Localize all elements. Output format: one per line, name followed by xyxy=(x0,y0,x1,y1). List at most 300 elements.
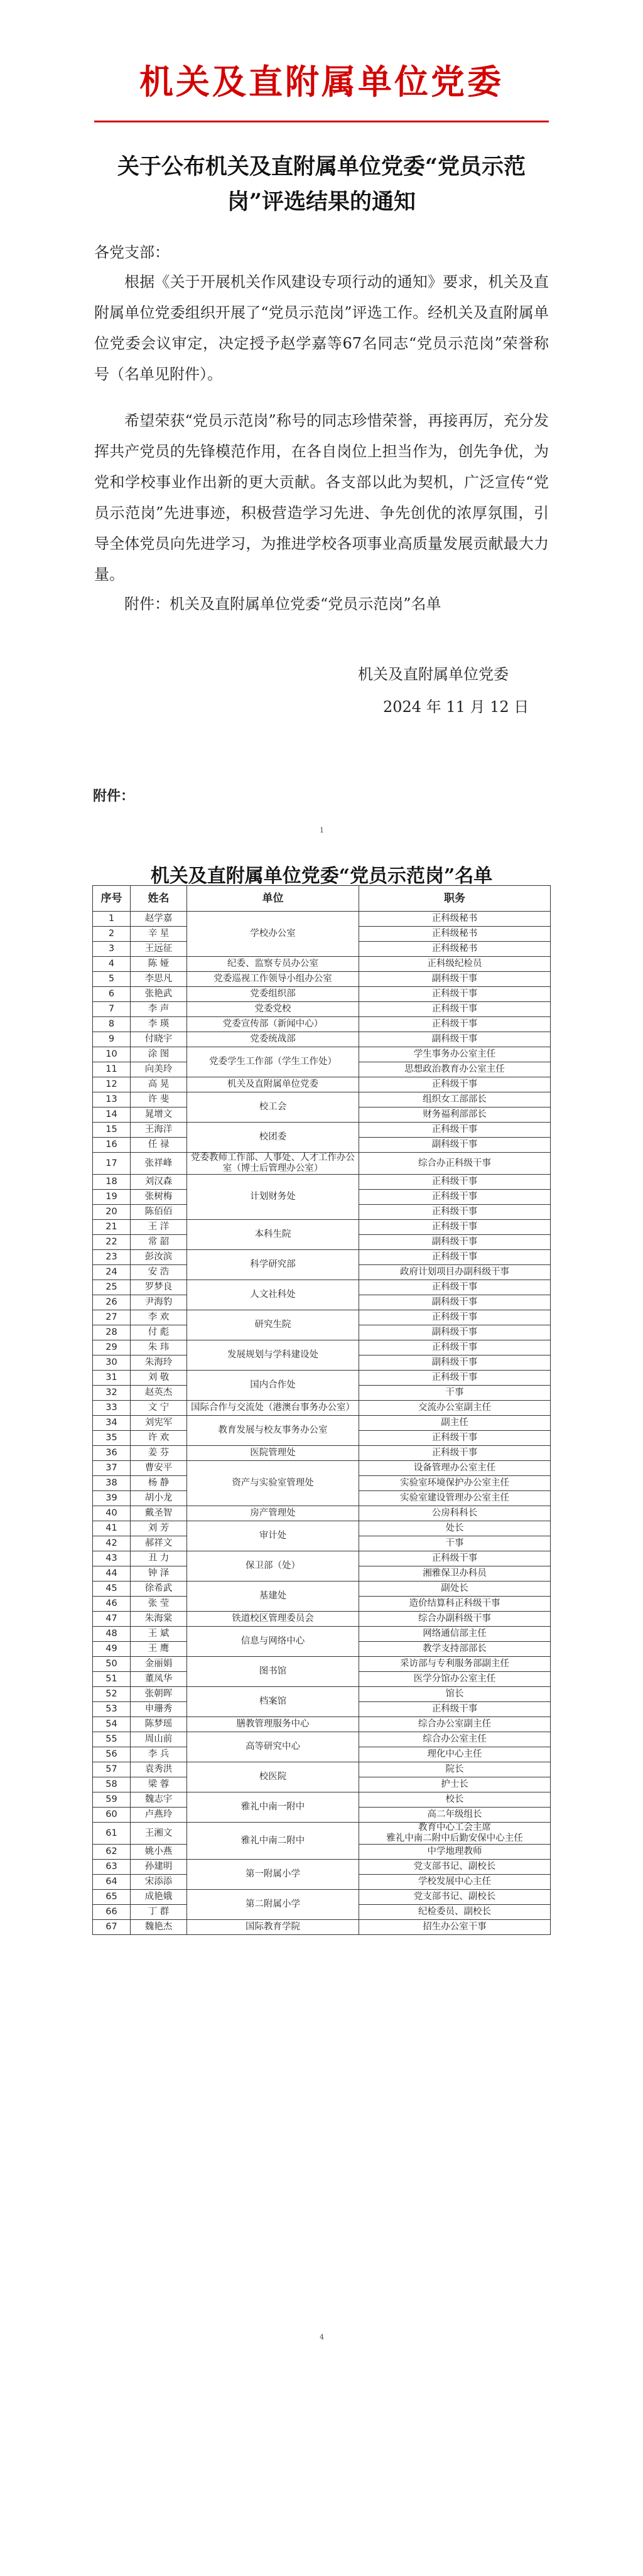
cell-name: 王 斌 xyxy=(131,1627,187,1642)
cell-name: 戴圣智 xyxy=(131,1506,187,1521)
cell-index: 49 xyxy=(93,1642,131,1657)
table-row xyxy=(93,912,551,927)
cell-name: 罗梦良 xyxy=(131,1280,187,1295)
cell-position: 副主任 xyxy=(359,1416,551,1431)
cell-position: 正科级干事 xyxy=(359,1446,551,1461)
cell-index: 24 xyxy=(93,1265,131,1280)
table-row xyxy=(93,1627,551,1642)
cell-index: 47 xyxy=(93,1612,131,1627)
cell-index: 64 xyxy=(93,1875,131,1890)
cell-position: 教育中心工会主席 雅礼中南二附中后勤安保中心主任 xyxy=(359,1823,551,1845)
table-row xyxy=(93,1123,551,1138)
cell-unit: 研究生院 xyxy=(187,1310,359,1340)
cell-position: 造价结算科正科级干事 xyxy=(359,1597,551,1612)
cell-position: 学生事务办公室主任 xyxy=(359,1047,551,1062)
cell-name: 许 欢 xyxy=(131,1431,187,1446)
cell-index: 51 xyxy=(93,1672,131,1687)
cell-name: 王远征 xyxy=(131,942,187,957)
table-row xyxy=(93,1401,551,1416)
salutation: 各党支部： xyxy=(94,244,170,261)
cell-position: 综合办公室副主任 xyxy=(359,1717,551,1732)
cell-unit: 基建处 xyxy=(187,1582,359,1612)
attachment-list-title: 机关及直附属单位党委“党员示范岗”名单 xyxy=(150,865,493,887)
cell-name: 向美玲 xyxy=(131,1062,187,1077)
cell-name: 袁秀洪 xyxy=(131,1762,187,1777)
cell-name: 王湘文 xyxy=(131,1823,187,1845)
cell-name: 李思凡 xyxy=(131,972,187,987)
cell-name: 刘宪军 xyxy=(131,1416,187,1431)
cell-position: 护士长 xyxy=(359,1777,551,1792)
cell-position: 设备管理办公室主任 xyxy=(359,1461,551,1476)
cell-index: 20 xyxy=(93,1205,131,1220)
cell-position: 公房科科长 xyxy=(359,1506,551,1521)
cell-position: 组织女工部部长 xyxy=(359,1092,551,1107)
table-row xyxy=(93,1250,551,1265)
cell-position: 党支部书记、副校长 xyxy=(359,1890,551,1905)
table-row xyxy=(93,1371,551,1386)
cell-name: 丁 群 xyxy=(131,1905,187,1920)
cell-position: 馆长 xyxy=(359,1687,551,1702)
cell-index: 65 xyxy=(93,1890,131,1905)
cell-index: 59 xyxy=(93,1792,131,1808)
cell-index: 62 xyxy=(93,1845,131,1860)
cell-index: 43 xyxy=(93,1551,131,1566)
cell-index: 28 xyxy=(93,1325,131,1340)
column-header-name: 姓名 xyxy=(131,886,187,912)
cell-position: 副科级干事 xyxy=(359,1032,551,1047)
cell-name: 尹海豹 xyxy=(131,1295,187,1310)
table-row xyxy=(93,1551,551,1566)
cell-name: 任 禄 xyxy=(131,1138,187,1153)
cell-index: 6 xyxy=(93,987,131,1002)
cell-name: 申珊秀 xyxy=(131,1702,187,1717)
cell-unit: 铁道校区管理委员会 xyxy=(187,1612,359,1627)
cell-name: 赵学嘉 xyxy=(131,912,187,927)
cell-position: 正科级干事 xyxy=(359,1220,551,1235)
cell-name: 陈 娅 xyxy=(131,957,187,972)
cell-position: 校长 xyxy=(359,1792,551,1808)
table-row xyxy=(93,1823,551,1845)
page-number-2: 4 xyxy=(320,2333,324,2341)
cell-index: 63 xyxy=(93,1860,131,1875)
cell-position: 正科级干事 xyxy=(359,1190,551,1205)
cell-name: 钟 泽 xyxy=(131,1566,187,1582)
notice-title: 关于公布机关及直附属单位党委“党员示范岗”评选结果的通知 xyxy=(117,154,526,215)
cell-position: 正科级干事 xyxy=(359,987,551,1002)
table-row xyxy=(93,957,551,972)
cell-index: 11 xyxy=(93,1062,131,1077)
honoree-table xyxy=(92,885,551,1935)
table-row xyxy=(93,1310,551,1325)
cell-name: 董凤华 xyxy=(131,1672,187,1687)
cell-name: 付晓宇 xyxy=(131,1032,187,1047)
cell-index: 30 xyxy=(93,1355,131,1371)
table-row xyxy=(93,1732,551,1747)
cell-name: 高 晃 xyxy=(131,1077,187,1092)
honoree-table-body xyxy=(93,912,551,1935)
cell-name: 刘 敬 xyxy=(131,1371,187,1386)
cell-name: 李 兵 xyxy=(131,1747,187,1762)
table-row xyxy=(93,1582,551,1597)
cell-index: 14 xyxy=(93,1107,131,1123)
cell-name: 王海洋 xyxy=(131,1123,187,1138)
table-row xyxy=(93,1920,551,1935)
table-row xyxy=(93,1017,551,1032)
cell-position: 正科级干事 xyxy=(359,1123,551,1138)
cell-position: 招生办公室干事 xyxy=(359,1920,551,1935)
cell-unit: 图书馆 xyxy=(187,1657,359,1687)
cell-index: 29 xyxy=(93,1340,131,1355)
cell-position: 中学地理教师 xyxy=(359,1845,551,1860)
cell-name: 许 斐 xyxy=(131,1092,187,1107)
cell-index: 54 xyxy=(93,1717,131,1732)
cell-position: 正科级干事 xyxy=(359,1551,551,1566)
cell-position: 院长 xyxy=(359,1762,551,1777)
cell-index: 1 xyxy=(93,912,131,927)
cell-name: 胡小龙 xyxy=(131,1491,187,1506)
cell-unit: 科学研究部 xyxy=(187,1250,359,1280)
cell-position: 副科级干事 xyxy=(359,1138,551,1153)
table-row xyxy=(93,1762,551,1777)
header-red-rule xyxy=(94,121,549,122)
cell-index: 40 xyxy=(93,1506,131,1521)
cell-name: 安 浩 xyxy=(131,1265,187,1280)
cell-name: 成艳娥 xyxy=(131,1890,187,1905)
cell-name: 孙建明 xyxy=(131,1860,187,1875)
cell-index: 56 xyxy=(93,1747,131,1762)
cell-name: 李 声 xyxy=(131,1002,187,1017)
cell-name: 丑 力 xyxy=(131,1551,187,1566)
table-row xyxy=(93,1092,551,1107)
cell-unit: 本科生院 xyxy=(187,1220,359,1250)
cell-unit: 雅礼中南二附中 xyxy=(187,1823,359,1860)
cell-name: 陈梦瑶 xyxy=(131,1717,187,1732)
cell-name: 赵英杰 xyxy=(131,1386,187,1401)
cell-unit: 党委组织部 xyxy=(187,987,359,1002)
cell-position: 实验室建设管理办公室主任 xyxy=(359,1491,551,1506)
cell-index: 21 xyxy=(93,1220,131,1235)
attachment-label: 附件： xyxy=(93,788,135,804)
cell-index: 37 xyxy=(93,1461,131,1476)
table-row xyxy=(93,1280,551,1295)
cell-position: 网络通信部主任 xyxy=(359,1627,551,1642)
table-row xyxy=(93,1153,551,1175)
cell-name: 刘 芳 xyxy=(131,1521,187,1536)
cell-position: 正科级干事 xyxy=(359,1002,551,1017)
table-row xyxy=(93,1890,551,1905)
cell-index: 35 xyxy=(93,1431,131,1446)
cell-name: 涂 图 xyxy=(131,1047,187,1062)
cell-position: 医学分馆办公室主任 xyxy=(359,1672,551,1687)
cell-position: 正科级干事 xyxy=(359,1371,551,1386)
cell-position: 副处长 xyxy=(359,1582,551,1597)
table-header-row xyxy=(93,886,551,912)
cell-index: 18 xyxy=(93,1175,131,1190)
cell-name: 张朝晖 xyxy=(131,1687,187,1702)
table-row xyxy=(93,1612,551,1627)
cell-position: 干事 xyxy=(359,1386,551,1401)
cell-position: 实验室环境保护办公室主任 xyxy=(359,1476,551,1491)
cell-position: 正科级干事 xyxy=(359,1431,551,1446)
table-row xyxy=(93,1175,551,1190)
cell-index: 22 xyxy=(93,1235,131,1250)
signature-organization: 机关及直附属单位党委 xyxy=(358,666,509,683)
cell-unit: 保卫部（处） xyxy=(187,1551,359,1582)
cell-unit: 党委教师工作部、人事处、人才工作办公室（博士后管理办公室） xyxy=(187,1153,359,1175)
cell-name: 张树梅 xyxy=(131,1190,187,1205)
cell-position: 党支部书记、副校长 xyxy=(359,1860,551,1875)
cell-position: 教学支持部部长 xyxy=(359,1642,551,1657)
cell-index: 19 xyxy=(93,1190,131,1205)
cell-index: 34 xyxy=(93,1416,131,1431)
cell-index: 5 xyxy=(93,972,131,987)
cell-index: 25 xyxy=(93,1280,131,1295)
cell-name: 朱 玮 xyxy=(131,1340,187,1355)
cell-name: 彭汝滨 xyxy=(131,1250,187,1265)
notice-paragraph-2: 希望荣获“党员示范岗”称号的同志珍惜荣誉，再接再厉，充分发挥共产党员的先锋模范作用，在各自岗位上担当作为，创先争优，为党和学校事业作出新的更大贡献。各支部以此为契机，广泛宣传“党员示范岗”先进事迹，积极营造学习先进、争先创优的浓厚氛围，引导全体党员向先进学习，为推进学校各项事业高质量发展贡献最大力量。 xyxy=(94,412,549,583)
cell-position: 副科级干事 xyxy=(359,972,551,987)
cell-unit: 国际教育学院 xyxy=(187,1920,359,1935)
cell-name: 魏艳杰 xyxy=(131,1920,187,1935)
cell-unit: 党委学生工作部（学生工作处） xyxy=(187,1047,359,1077)
cell-position: 综合办正科级干事 xyxy=(359,1153,551,1175)
table-row xyxy=(93,1416,551,1431)
cell-name: 曹安平 xyxy=(131,1461,187,1476)
column-header-index: 序号 xyxy=(93,886,131,912)
page-number-1: 1 xyxy=(320,826,324,834)
cell-index: 15 xyxy=(93,1123,131,1138)
cell-unit: 校工会 xyxy=(187,1092,359,1123)
cell-position: 正科级干事 xyxy=(359,1077,551,1092)
cell-position: 正科级干事 xyxy=(359,1310,551,1325)
table-row xyxy=(93,1446,551,1461)
cell-index: 9 xyxy=(93,1032,131,1047)
cell-unit: 党委巡视工作领导小组办公室 xyxy=(187,972,359,987)
cell-position: 思想政治教育办公室主任 xyxy=(359,1062,551,1077)
cell-index: 10 xyxy=(93,1047,131,1062)
table-row xyxy=(93,1220,551,1235)
cell-index: 53 xyxy=(93,1702,131,1717)
cell-index: 44 xyxy=(93,1566,131,1582)
cell-position: 正科级干事 xyxy=(359,1205,551,1220)
cell-name: 刘汉森 xyxy=(131,1175,187,1190)
cell-index: 13 xyxy=(93,1092,131,1107)
cell-index: 52 xyxy=(93,1687,131,1702)
signature-date: 2024 年 11 月 12 日 xyxy=(383,698,529,716)
cell-position: 采访部与专利服务部副主任 xyxy=(359,1657,551,1672)
column-header-unit: 单位 xyxy=(187,886,359,912)
table-row xyxy=(93,1506,551,1521)
table-row xyxy=(93,1032,551,1047)
cell-index: 2 xyxy=(93,927,131,942)
cell-name: 王 鹰 xyxy=(131,1642,187,1657)
table-row xyxy=(93,1340,551,1355)
cell-position: 副科级干事 xyxy=(359,1325,551,1340)
cell-index: 39 xyxy=(93,1491,131,1506)
cell-unit: 学校办公室 xyxy=(187,912,359,957)
table-row xyxy=(93,1002,551,1017)
cell-unit: 机关及直附属单位党委 xyxy=(187,1077,359,1092)
cell-index: 31 xyxy=(93,1371,131,1386)
cell-name: 姚小燕 xyxy=(131,1845,187,1860)
cell-index: 42 xyxy=(93,1536,131,1551)
table-row xyxy=(93,1860,551,1875)
cell-position: 综合办副科级干事 xyxy=(359,1612,551,1627)
cell-unit: 国际合作与交流处（港澳台事务办公室） xyxy=(187,1401,359,1416)
cell-unit: 审计处 xyxy=(187,1521,359,1551)
cell-index: 7 xyxy=(93,1002,131,1017)
cell-position: 正科级干事 xyxy=(359,1702,551,1717)
cell-position: 正科级干事 xyxy=(359,1017,551,1032)
cell-index: 67 xyxy=(93,1920,131,1935)
cell-unit: 雅礼中南一附中 xyxy=(187,1792,359,1823)
cell-name: 张 莹 xyxy=(131,1597,187,1612)
cell-unit: 高等研究中心 xyxy=(187,1732,359,1762)
cell-index: 57 xyxy=(93,1762,131,1777)
cell-index: 26 xyxy=(93,1295,131,1310)
cell-name: 张祥峰 xyxy=(131,1153,187,1175)
cell-index: 66 xyxy=(93,1905,131,1920)
cell-unit: 资产与实验室管理处 xyxy=(187,1461,359,1506)
table-row xyxy=(93,1657,551,1672)
cell-unit: 校团委 xyxy=(187,1123,359,1153)
cell-name: 文 宁 xyxy=(131,1401,187,1416)
cell-index: 41 xyxy=(93,1521,131,1536)
cell-position: 处长 xyxy=(359,1521,551,1536)
cell-position: 副科级干事 xyxy=(359,1355,551,1371)
cell-index: 60 xyxy=(93,1808,131,1823)
cell-position: 高二年级组长 xyxy=(359,1808,551,1823)
cell-position: 纪检委员、副校长 xyxy=(359,1905,551,1920)
table-row xyxy=(93,1792,551,1808)
table-row xyxy=(93,987,551,1002)
cell-name: 宋添添 xyxy=(131,1875,187,1890)
cell-index: 50 xyxy=(93,1657,131,1672)
cell-index: 17 xyxy=(93,1153,131,1175)
cell-position: 正科级干事 xyxy=(359,1340,551,1355)
cell-unit: 第二附属小学 xyxy=(187,1890,359,1920)
cell-index: 36 xyxy=(93,1446,131,1461)
cell-index: 45 xyxy=(93,1582,131,1597)
notice-paragraph-1: 根据《关于开展机关作风建设专项行动的通知》要求，机关及直附属单位党委组织开展了“党员示范岗”评选工作。经机关及直附属单位党委会议审定，决定授予赵学嘉等67名同志“党员示范岗”荣誉称号（名单见附件）。 xyxy=(94,273,549,383)
attachment-reference: 附件：机关及直附属单位党委“党员示范岗”名单 xyxy=(124,595,441,613)
cell-index: 38 xyxy=(93,1476,131,1491)
cell-position: 干事 xyxy=(359,1536,551,1551)
table-row xyxy=(93,972,551,987)
cell-name: 魏志宇 xyxy=(131,1792,187,1808)
cell-name: 付 彪 xyxy=(131,1325,187,1340)
cell-name: 姜 芬 xyxy=(131,1446,187,1461)
column-header-position: 职务 xyxy=(359,886,551,912)
cell-name: 常 韶 xyxy=(131,1235,187,1250)
cell-name: 徐希武 xyxy=(131,1582,187,1597)
cell-name: 朱海棠 xyxy=(131,1612,187,1627)
cell-name: 周山前 xyxy=(131,1732,187,1747)
cell-index: 8 xyxy=(93,1017,131,1032)
cell-position: 湘雅保卫办科员 xyxy=(359,1566,551,1582)
cell-position: 正科级干事 xyxy=(359,1250,551,1265)
org-header-title: 机关及直附属单位党委 xyxy=(139,62,504,102)
cell-index: 12 xyxy=(93,1077,131,1092)
cell-name: 李 欢 xyxy=(131,1310,187,1325)
cell-name: 梁 蓉 xyxy=(131,1777,187,1792)
table-row xyxy=(93,1047,551,1062)
cell-position: 正科级秘书 xyxy=(359,912,551,927)
table-row xyxy=(93,1687,551,1702)
cell-name: 李 瑛 xyxy=(131,1017,187,1032)
cell-name: 金丽娟 xyxy=(131,1657,187,1672)
cell-position: 副科级干事 xyxy=(359,1235,551,1250)
cell-index: 23 xyxy=(93,1250,131,1265)
cell-position: 理化中心主任 xyxy=(359,1747,551,1762)
cell-unit: 医院管理处 xyxy=(187,1446,359,1461)
cell-index: 32 xyxy=(93,1386,131,1401)
cell-name: 张艳武 xyxy=(131,987,187,1002)
cell-index: 46 xyxy=(93,1597,131,1612)
cell-name: 杨 静 xyxy=(131,1476,187,1491)
table-row xyxy=(93,1521,551,1536)
cell-name: 郝祥文 xyxy=(131,1536,187,1551)
cell-index: 4 xyxy=(93,957,131,972)
table-row xyxy=(93,1077,551,1092)
cell-unit: 计划财务处 xyxy=(187,1175,359,1220)
cell-name: 陈佰佰 xyxy=(131,1205,187,1220)
notice-page xyxy=(0,0,643,816)
cell-name: 朱海玲 xyxy=(131,1355,187,1371)
cell-position: 正科级纪检员 xyxy=(359,957,551,972)
cell-name: 王 洋 xyxy=(131,1220,187,1235)
cell-name: 晁增文 xyxy=(131,1107,187,1123)
cell-unit: 校医院 xyxy=(187,1762,359,1792)
cell-position: 政府计划项目办副科级干事 xyxy=(359,1265,551,1280)
cell-index: 33 xyxy=(93,1401,131,1416)
cell-index: 55 xyxy=(93,1732,131,1747)
cell-position: 正科级秘书 xyxy=(359,927,551,942)
cell-name: 卢燕玲 xyxy=(131,1808,187,1823)
cell-unit: 人文社科处 xyxy=(187,1280,359,1310)
cell-unit: 党委统战部 xyxy=(187,1032,359,1047)
cell-unit: 教育发展与校友事务办公室 xyxy=(187,1416,359,1446)
cell-position: 正科级干事 xyxy=(359,1175,551,1190)
cell-index: 48 xyxy=(93,1627,131,1642)
cell-index: 61 xyxy=(93,1823,131,1845)
cell-unit: 国内合作处 xyxy=(187,1371,359,1401)
cell-position: 正科级秘书 xyxy=(359,942,551,957)
cell-index: 58 xyxy=(93,1777,131,1792)
cell-unit: 信息与网络中心 xyxy=(187,1627,359,1657)
cell-unit: 纪委、监察专员办公室 xyxy=(187,957,359,972)
table-row xyxy=(93,1461,551,1476)
cell-position: 交流办公室副主任 xyxy=(359,1401,551,1416)
cell-unit: 发展规划与学科建设处 xyxy=(187,1340,359,1371)
cell-index: 27 xyxy=(93,1310,131,1325)
table-row xyxy=(93,1717,551,1732)
cell-unit: 党委宣传部（新闻中心） xyxy=(187,1017,359,1032)
cell-position: 正科级干事 xyxy=(359,1280,551,1295)
cell-position: 财务福利部部长 xyxy=(359,1107,551,1123)
cell-unit: 第一附属小学 xyxy=(187,1860,359,1890)
cell-position: 副科级干事 xyxy=(359,1295,551,1310)
cell-unit: 档案馆 xyxy=(187,1687,359,1717)
cell-index: 16 xyxy=(93,1138,131,1153)
cell-index: 3 xyxy=(93,942,131,957)
cell-unit: 党委党校 xyxy=(187,1002,359,1017)
cell-unit: 膳教管理服务中心 xyxy=(187,1717,359,1732)
cell-position: 综合办公室主任 xyxy=(359,1732,551,1747)
cell-name: 辛 星 xyxy=(131,927,187,942)
cell-position: 学校发展中心主任 xyxy=(359,1875,551,1890)
cell-unit: 房产管理处 xyxy=(187,1506,359,1521)
